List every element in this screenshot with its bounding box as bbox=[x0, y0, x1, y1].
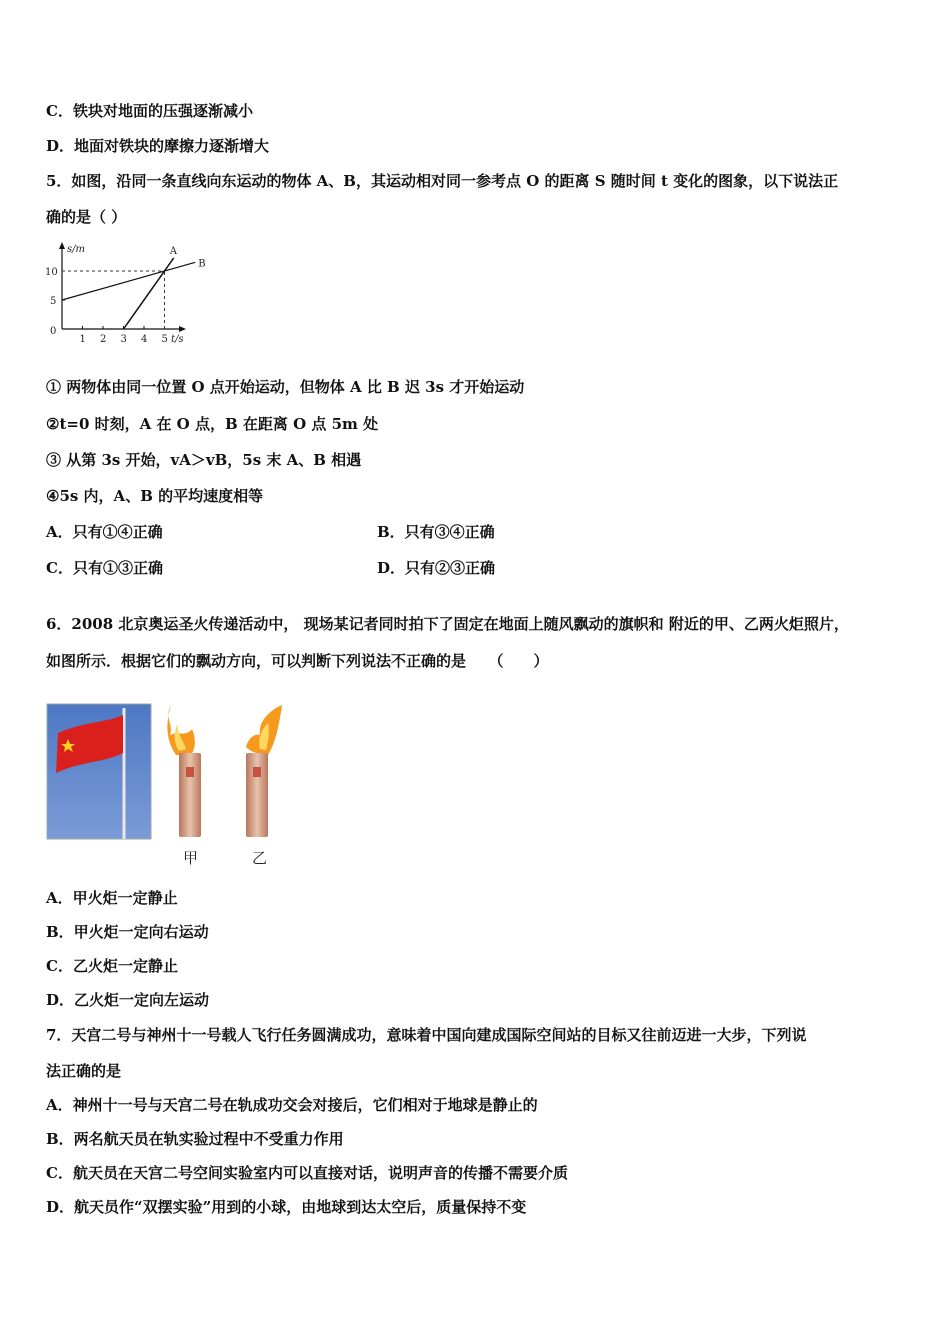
q5-stem-line1: 5．如图，沿同一条直线向东运动的物体 A、B，其运动相对同一参考点 O 的距离 S 随时间 t 变化的图象，以下说法正 bbox=[46, 172, 839, 190]
q7-option-b: B．两名航天员在轨实验过程中不受重力作用 bbox=[46, 1130, 344, 1148]
q6-stem-line1: 6．2008 北京奥运圣火传递活动中， 现场某记者同时拍下了固定在地面上随风飘动的旗帜和 附近的甲、乙两火炬照片， bbox=[46, 615, 849, 633]
torch-yi bbox=[246, 705, 282, 837]
x-axis-label: t/s bbox=[171, 334, 184, 345]
q5-option-d: D．只有②③正确 bbox=[377, 559, 496, 577]
x-tick-label: 1 bbox=[79, 334, 86, 345]
caption-jia: 甲 bbox=[183, 849, 199, 867]
x-tick-label: 2 bbox=[100, 334, 107, 345]
q6-option-a: A．甲火炬一定静止 bbox=[46, 889, 178, 907]
x-axis-arrow bbox=[179, 326, 186, 332]
series-a-line bbox=[124, 258, 174, 329]
x-tick-label: 4 bbox=[141, 334, 148, 345]
q5-st-graph bbox=[40, 240, 230, 350]
q5-statement-2: ②t=0 时刻，A 在 O 点，B 在距离 O 点 5m 处 bbox=[46, 415, 379, 433]
q6-option-d: D．乙火炬一定向左运动 bbox=[46, 991, 210, 1009]
q5-option-c: C．只有①③正确 bbox=[46, 559, 163, 577]
flag-photo bbox=[47, 704, 151, 839]
q6-option-c: C．乙火炬一定静止 bbox=[46, 957, 178, 975]
q5-statement-1: ① 两物体由同一位置 O 点开始运动，但物体 A 比 B 迟 3s 才开始运动 bbox=[46, 378, 525, 396]
series-b-label: B bbox=[198, 258, 206, 270]
y-tick-label: 0 bbox=[50, 326, 57, 337]
q4-option-d: D．地面对铁块的摩擦力逐渐增大 bbox=[46, 137, 270, 155]
q5-stem-line2: 确的是（ ） bbox=[46, 208, 127, 226]
q5-statement-3: ③ 从第 3s 开始，vA＞vB，5s 末 A、B 相遇 bbox=[46, 451, 362, 469]
torch-jia bbox=[167, 705, 201, 837]
caption-yi: 乙 bbox=[252, 849, 268, 867]
q6-stem-line2: 如图所示．根据它们的飘动方向，可以判断下列说法不正确的是 （ ） bbox=[46, 652, 549, 670]
q4-option-c: C．铁块对地面的压强逐渐减小 bbox=[46, 102, 253, 120]
q7-stem-line1: 7．天宫二号与神州十一号载人飞行任务圆满成功，意味着中国向建成国际空间站的目标又往前迈进一大步，下列说 bbox=[46, 1026, 807, 1044]
q5-option-b: B．只有③④正确 bbox=[377, 523, 495, 541]
x-tick-label: 3 bbox=[120, 334, 127, 345]
series-b-line bbox=[62, 262, 195, 300]
q6-option-b: B．甲火炬一定向右运动 bbox=[46, 923, 209, 941]
q7-stem-line2: 法正确的是 bbox=[46, 1062, 122, 1080]
x-tick-label: 5 bbox=[161, 334, 168, 345]
q5-option-a: A．只有①④正确 bbox=[46, 523, 163, 541]
y-tick-label: 5 bbox=[50, 296, 57, 307]
series-a-label: A bbox=[169, 245, 177, 257]
q7-option-d: D．航天员作“双摆实验”用到的小球，由地球到达太空后，质量保持不变 bbox=[46, 1198, 527, 1216]
y-axis-arrow bbox=[59, 242, 65, 249]
y-axis-label: s/m bbox=[67, 244, 85, 255]
q7-option-c: C．航天员在天宫二号空间实验室内可以直接对话，说明声音的传播不需要介质 bbox=[46, 1164, 568, 1182]
q5-statement-4: ④5s 内，A、B 的平均速度相等 bbox=[46, 487, 264, 505]
q7-option-a: A．神州十一号与天宫二号在轨成功交会对接后，它们相对于地球是静止的 bbox=[46, 1096, 538, 1114]
y-tick-label: 10 bbox=[45, 267, 58, 278]
